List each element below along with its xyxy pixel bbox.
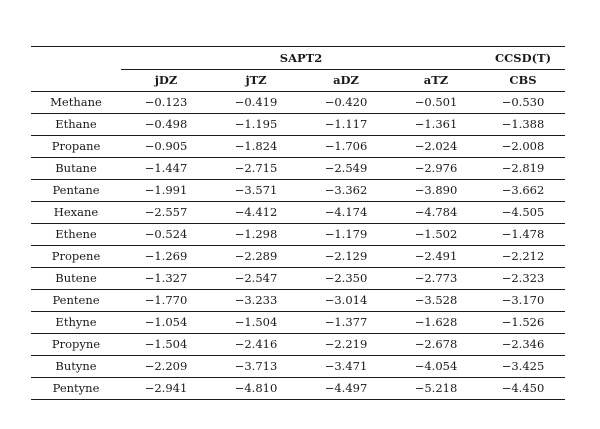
energy-value-cell: −3.362 (324, 183, 368, 197)
energy-value-cell: −2.557 (144, 205, 188, 219)
energy-value-cell: −2.008 (501, 139, 545, 153)
energy-value-cell: −2.323 (501, 271, 545, 285)
energy-value-cell: −2.346 (501, 337, 545, 351)
energy-value-cell: −2.209 (144, 359, 188, 373)
table-row (31, 334, 565, 356)
molecule-name-cell: Propane (51, 139, 101, 153)
energy-value-cell: −2.549 (324, 161, 368, 175)
energy-value-cell: −0.524 (144, 227, 188, 241)
column-header-cbs: CBS (509, 73, 537, 87)
energy-value-cell: −0.123 (144, 95, 188, 109)
energy-value-cell: −4.054 (414, 359, 458, 373)
table-row (31, 290, 565, 312)
energy-value-cell: −1.478 (501, 227, 545, 241)
molecule-name-cell: Ethyne (55, 315, 97, 329)
energy-value-cell: −4.810 (234, 381, 278, 395)
energy-value-cell: −1.502 (414, 227, 458, 241)
energy-value-cell: −5.218 (414, 381, 458, 395)
energy-value-cell: −3.662 (501, 183, 545, 197)
energy-value-cell: −1.377 (324, 315, 368, 329)
molecule-name-cell: Butane (55, 161, 97, 175)
energy-value-cell: −2.715 (234, 161, 278, 175)
molecule-name-cell: Butyne (55, 359, 97, 373)
energy-value-cell: −1.991 (144, 183, 188, 197)
energy-value-cell: −1.504 (144, 337, 188, 351)
energy-value-cell: −2.219 (324, 337, 368, 351)
molecule-name-cell: Ethane (55, 117, 97, 131)
column-header-jdz: jDZ (154, 73, 178, 87)
column-header-jtz: jTZ (245, 73, 267, 87)
molecule-name-cell: Ethene (55, 227, 97, 241)
interaction-energy-table (31, 46, 565, 400)
column-header-atz: aTZ (423, 73, 449, 87)
energy-value-cell: −2.491 (414, 249, 458, 263)
energy-value-cell: −4.412 (234, 205, 278, 219)
energy-value-cell: −1.054 (144, 315, 188, 329)
group-header-ccsdt: CCSD(T) (481, 47, 565, 70)
energy-value-cell: −2.976 (414, 161, 458, 175)
energy-value-cell: −2.024 (414, 139, 458, 153)
results-table-container (31, 46, 565, 400)
energy-value-cell: −4.784 (414, 205, 458, 219)
group-header-row (31, 47, 565, 70)
column-header-molecule (31, 70, 121, 92)
table-row (31, 158, 565, 180)
energy-value-cell: −0.905 (144, 139, 188, 153)
molecule-name-cell: Methane (50, 95, 102, 109)
energy-value-cell: −2.547 (234, 271, 278, 285)
energy-value-cell: −2.212 (501, 249, 545, 263)
energy-value-cell: −3.890 (414, 183, 458, 197)
energy-value-cell: −2.678 (414, 337, 458, 351)
energy-value-cell: −3.233 (234, 293, 278, 307)
table-row (31, 180, 565, 202)
energy-value-cell: −3.571 (234, 183, 278, 197)
energy-value-cell: −1.327 (144, 271, 188, 285)
energy-value-cell: −3.014 (324, 293, 368, 307)
molecule-name-cell: Butene (55, 271, 97, 285)
energy-value-cell: −1.179 (324, 227, 368, 241)
energy-value-cell: −2.941 (144, 381, 188, 395)
energy-value-cell: −0.501 (414, 95, 458, 109)
column-header-row (31, 70, 565, 92)
energy-value-cell: −3.425 (501, 359, 545, 373)
energy-value-cell: −3.528 (414, 293, 458, 307)
energy-value-cell: −0.419 (234, 95, 278, 109)
molecule-name-cell: Hexane (53, 205, 99, 219)
energy-value-cell: −3.471 (324, 359, 368, 373)
energy-value-cell: −0.420 (324, 95, 368, 109)
table-row (31, 378, 565, 400)
molecule-name-cell: Pentyne (52, 381, 100, 395)
energy-value-cell: −1.824 (234, 139, 278, 153)
energy-value-cell: −1.269 (144, 249, 188, 263)
molecule-name-cell: Pentane (52, 183, 100, 197)
table-row (31, 114, 565, 136)
energy-value-cell: −1.298 (234, 227, 278, 241)
energy-value-cell: −1.770 (144, 293, 188, 307)
energy-value-cell: −4.505 (501, 205, 545, 219)
molecule-name-cell: Propyne (51, 337, 101, 351)
table-row (31, 246, 565, 268)
energy-value-cell: −1.504 (234, 315, 278, 329)
molecule-name-cell: Propene (51, 249, 101, 263)
energy-value-cell: −1.628 (414, 315, 458, 329)
energy-value-cell: −4.174 (324, 205, 368, 219)
energy-value-cell: −1.526 (501, 315, 545, 329)
energy-value-cell: −2.819 (501, 161, 545, 175)
energy-value-cell: −2.416 (234, 337, 278, 351)
table-row (31, 202, 565, 224)
energy-value-cell: −0.530 (501, 95, 545, 109)
group-header-sapt2: SAPT2 (121, 47, 481, 70)
table-row (31, 224, 565, 246)
energy-value-cell: −1.361 (414, 117, 458, 131)
energy-value-cell: −2.129 (324, 249, 368, 263)
column-header-adz: aDZ (333, 73, 359, 87)
energy-value-cell: −2.289 (234, 249, 278, 263)
table-row (31, 136, 565, 158)
group-header-empty (31, 47, 121, 70)
molecule-name-cell: Pentene (52, 293, 100, 307)
energy-value-cell: −1.706 (324, 139, 368, 153)
energy-value-cell: −1.447 (144, 161, 188, 175)
table-header (31, 47, 565, 92)
energy-value-cell: −2.773 (414, 271, 458, 285)
energy-value-cell: −4.497 (324, 381, 368, 395)
energy-value-cell: −4.450 (501, 381, 545, 395)
energy-value-cell: −0.498 (144, 117, 188, 131)
energy-value-cell: −1.388 (501, 117, 545, 131)
table-row (31, 268, 565, 290)
energy-value-cell: −3.170 (501, 293, 545, 307)
table-row (31, 92, 565, 114)
table-row (31, 356, 565, 378)
energy-value-cell: −3.713 (234, 359, 278, 373)
energy-value-cell: −1.195 (234, 117, 278, 131)
energy-value-cell: −1.117 (324, 117, 368, 131)
table-body (31, 92, 565, 400)
table-row (31, 312, 565, 334)
energy-value-cell: −2.350 (324, 271, 368, 285)
